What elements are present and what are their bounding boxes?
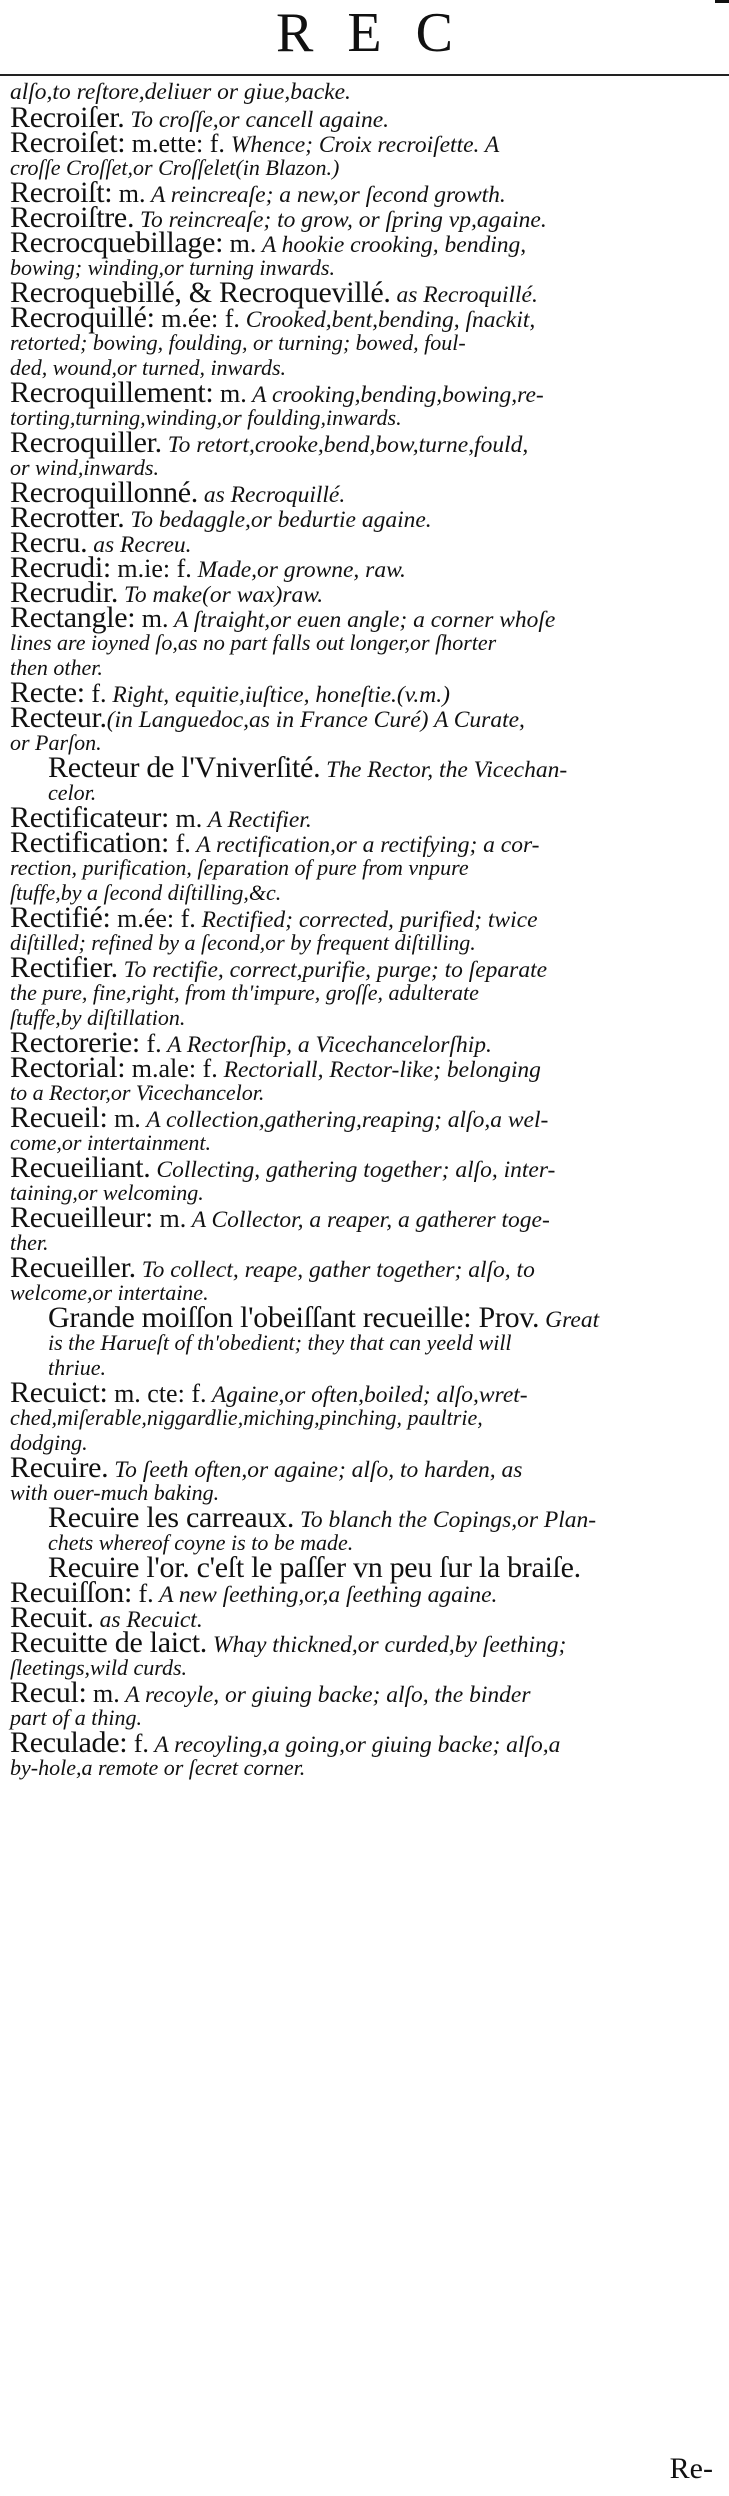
entry-first-line [10,1251,715,1284]
definition: A recoyling,a going,or giuing backe; alſo,a [148,1732,561,1758]
dictionary-entries [0,80,729,1780]
headword: Recroquebillé, & Recroquevillé. [10,276,391,309]
entry-first-line [10,1576,715,1609]
entry-first-line [10,476,715,509]
entry-first-line [10,1051,715,1084]
definition: come,or intertainment. [10,1130,212,1155]
grammar-note: m. [223,229,257,258]
header-rule [0,74,729,76]
page-title: REC [276,2,487,64]
dictionary-entry [0,1376,729,1455]
grammar-note: m.ée: f. [154,304,240,333]
definition: retorted; bowing, foulding, or turning; bowed, foul- [10,330,466,355]
entry-first-line [10,79,715,105]
definition: as Recuict. [93,1607,203,1633]
definition: welcome,or intertaine. [10,1280,209,1305]
entry-continuation-line [10,1080,715,1105]
entry-first-line [10,101,715,134]
grammar-note: f. [84,679,107,708]
entry-first-line [48,1301,715,1334]
dictionary-entry [0,501,729,534]
headword: Recueil: [10,1101,108,1134]
definition: Great [539,1307,600,1333]
grammar-note: m.ale: f. [125,1054,218,1083]
definition: (in Languedoc,as in France Curé) A Curate, [106,707,525,733]
headword: Recroquillé: [10,301,155,334]
definition: the pure, fine,right, from th'impure, groſſe, adulterate [10,980,479,1005]
dictionary-entry [0,1576,729,1609]
definition: Crooked,bent,bending, ſnackit, [239,307,536,333]
headword: Recroiſet: [10,126,126,159]
definition: ſtuffe,by a ſecond diſtilling,&c. [10,880,282,905]
definition: A Rectifier. [202,807,312,833]
definition: ther. [10,1230,49,1255]
headword: Recueiliant. [10,1151,151,1184]
entry-first-line [10,126,715,159]
headword: Recuire. [10,1451,109,1484]
entry-continuation-line [48,1330,715,1355]
grammar-note: m.ie: f. [110,554,192,583]
headword: Rectificateur: [10,801,170,834]
grammar-note: f. [169,829,191,858]
entry-first-line [10,1151,715,1184]
definition: taining,or welcoming. [10,1180,204,1205]
definition: Right, equitie,iuſtice, honeſtie.(v.m.) [106,682,450,708]
entry-continuation-line [10,1705,715,1730]
entry-continuation-line [10,1755,715,1780]
grammar-note: m. [169,804,203,833]
definition: croſſe Croſſet,or Croſſelet(in Blazon.) [10,155,340,180]
definition: A Rectorſhip, a Vicechancelorſhip. [161,1032,492,1058]
grammar-note: m. cte: f. [107,1379,207,1408]
entry-first-line [10,226,715,259]
definition: A crooking,bending,bowing,re- [246,382,544,408]
definition: A recoyle, or giuing backe; alſo, the binder [119,1682,531,1708]
definition: To ſeeth often,or againe; alſo, to harden, as [108,1457,523,1483]
definition: chets whereof coyne is to be made. [48,1530,354,1555]
grammar-note: m. [153,1204,187,1233]
entry-first-line [10,951,715,984]
definition: A reincreaſe; a new,or ſecond growth. [145,182,506,208]
definition: then other. [10,655,103,680]
definition: as Recroquillé. [197,482,346,508]
headword: Recuire les carreaux. [48,1501,295,1534]
definition: Rectoriall, Rector-like; belonging [217,1057,541,1083]
entry-continuation-line [10,855,715,880]
entry-first-line [10,1726,715,1759]
headword: Recuict: [10,1376,108,1409]
headword: Recrotter. [10,501,125,534]
grammar-note: m.ette: f. [125,129,225,158]
dictionary-entry [0,1451,729,1505]
dictionary-entry [0,601,729,680]
dictionary-entry [0,826,729,905]
headword: Recroquillonné. [10,476,198,509]
entry-continuation-line [10,655,715,680]
grammar-note: m. [213,379,247,408]
definition: Collecting, gathering together; alſo, inter- [150,1157,556,1183]
entry-continuation-line [10,155,715,180]
dictionary-entry [0,1101,729,1155]
definition: as Recroquillé. [390,282,538,308]
definition: ſleetings,wild curds. [10,1655,188,1680]
headword: Recueiller. [10,1251,136,1284]
entry-first-line [10,1451,715,1484]
entry-first-line [10,676,715,709]
grammar-note: m. [135,604,169,633]
dictionary-entry [0,676,729,709]
entry-first-line [10,426,715,459]
entry-first-line [10,526,715,559]
definition: To blanch the Copings,or Plan- [294,1507,597,1533]
headword: Recroquillement: [10,376,214,409]
definition: ſtuffe,by diſtillation. [10,1005,186,1030]
definition: To retort,crooke,bend,bow,turne,fould, [161,432,529,458]
headword: Reculade: [10,1726,128,1759]
definition: ded, wound,or turned, inwards. [10,355,287,380]
dictionary-entry [0,126,729,180]
headword: Rectorial: [10,1051,126,1084]
headword: Recteur. [10,701,107,734]
grammar-note: m.ée: f. [110,904,196,933]
definition: rection, purification, ſeparation of pure from vnpure [10,855,469,880]
entry-first-line [48,1501,715,1534]
entry-first-line [10,901,715,934]
headword: Recroiſer. [10,101,125,134]
headword: Recte: [10,676,85,709]
grammar-note: m. [86,1679,120,1708]
entry-first-line [10,1626,715,1659]
definition: is the Harueſt of th'obedient; they that can yeeld will [48,1330,512,1355]
headword: Recueilleur: [10,1201,154,1234]
headword: Recuit. [10,1601,94,1634]
definition: bowing; winding,or turning inwards. [10,255,335,280]
definition: Whay thickned,or curded,by ſeething; [207,1632,567,1658]
definition: to a Rector,or Vicechancelor. [10,1080,265,1105]
entry-first-line [48,1551,715,1584]
entry-first-line [10,701,715,734]
definition: Againe,or often,boiled; alſo,wret- [206,1382,528,1408]
catchword: Re- [669,2452,713,2485]
entry-first-line [10,1026,715,1059]
entry-first-line [10,1376,715,1409]
definition: as Recreu. [87,532,192,558]
headword: Grande moiſſon l'obeiſſant recueille: Prov. [48,1301,540,1334]
grammar-note: f. [131,1579,154,1608]
headword: Recuire l'or. c'eſt le paſſer vn peu ſur la braiſe. [48,1551,581,1584]
entry-first-line [10,301,715,334]
dictionary-entry [0,1251,729,1305]
dictionary-entry [0,901,729,955]
definition: part of a thing. [10,1705,143,1730]
dictionary-entry [0,1201,729,1255]
dictionary-entry [0,226,729,280]
entry-continuation-line [10,930,715,955]
headword: Rectangle: [10,601,136,634]
headword: Recrocquebillage: [10,226,224,259]
corner-mark [715,0,729,3]
entry-first-line [10,376,715,409]
page-header [0,0,729,72]
grammar-note: f. [127,1729,149,1758]
dictionary-entry [0,1676,729,1730]
definition: Rectified; corrected, purified; twice [195,907,538,933]
headword: Recuitte de laict. [10,1626,208,1659]
dictionary-entry [0,376,729,430]
definition: with ouer-much baking. [10,1480,220,1505]
definition: dodging. [10,1430,88,1455]
headword: Rectorerie: [10,1026,140,1059]
definition: A rectification,or a rectifying; a cor- [190,832,540,858]
entry-first-line [10,1676,715,1709]
dictionary-entry [0,1626,729,1680]
dictionary-entry [0,951,729,1030]
headword: Recroquiller. [10,426,162,459]
sub-entry [0,751,729,805]
entry-continuation-line [10,980,715,1005]
dictionary-entry [0,701,729,755]
entry-first-line [10,1201,715,1234]
entry-continuation-line [10,1405,715,1430]
sub-entry [0,1501,729,1555]
definition: A Collector, a reaper, a gatherer toge- [186,1207,550,1233]
headword: Recrudi: [10,551,111,584]
definition: by-hole,a remote or ſecret corner. [10,1755,306,1780]
definition: diſtilled; refined by a ſecond,or by frequent diſtilling. [10,930,476,955]
definition: A new ſeething,or,a ſeething againe. [153,1582,498,1608]
headword: Recroiſtre. [10,201,135,234]
entry-continuation-line [10,630,715,655]
definition: or wind,inwards. [10,455,159,480]
dictionary-entry [0,1726,729,1780]
dictionary-entry [0,1151,729,1205]
definition: A ſtraight,or euen angle; a corner whoſe [168,607,556,633]
headword: Rectifier. [10,951,118,984]
grammar-note: f. [139,1029,162,1058]
definition: To rectifie, correct,purifie, purge; to ſeparate [117,957,548,983]
definition: To bedaggle,or bedurtie againe. [124,507,432,533]
definition: To reincreaſe; to grow, or ſpring vp,againe. [134,207,547,233]
definition: thriue. [48,1355,107,1380]
definition: A hookie crooking, bending, [256,232,527,258]
headword: Recroiſt: [10,176,113,209]
entry-first-line [10,501,715,534]
headword: Recteur de l'Vniverſité. [48,751,321,784]
definition: celor. [48,780,97,805]
dictionary-entry [0,301,729,380]
definition: To croſſe,or cancell againe. [124,107,390,133]
definition: lines are ioyned ſo,as no part falls out longer,or ſhorter [10,630,497,655]
sub-entry [0,1301,729,1380]
definition: A collection,gathering,reaping; alſo,a wel- [140,1107,549,1133]
definition: Whence; Croix recroiſette. A [224,132,500,158]
grammar-note: m. [112,179,146,208]
headword: Rectification: [10,826,170,859]
dictionary-entry [0,426,729,480]
headword: Recru. [10,526,88,559]
definition: Made,or growne, raw. [191,557,406,583]
entry-first-line [10,601,715,634]
definition: To collect, reape, gather together; alſo, to [135,1257,535,1283]
grammar-note: m. [107,1104,141,1133]
definition: torting,turning,winding,or foulding,inwards. [10,405,402,430]
headword: Recuiſſon: [10,1576,132,1609]
definition: The Rector, the Vicechan- [320,757,568,783]
headword: Recul: [10,1676,87,1709]
definition: alſo,to reſtore,deliuer or giue,backe. [10,79,351,105]
dictionary-entry [0,1051,729,1105]
definition: ched,miſerable,niggardlie,miching,pinching, paultrie, [10,1405,483,1430]
entry-first-line [10,1101,715,1134]
definition: To make(or wax)raw. [118,582,324,608]
entry-first-line [10,551,715,584]
entry-first-line [10,826,715,859]
entry-continuation-line [10,330,715,355]
headword: Rectifié: [10,901,111,934]
entry-continuation-line [10,1655,715,1680]
entry-continuation-line [48,1355,715,1380]
entry-continuation-line [10,880,715,905]
headword: Recrudir. [10,576,119,609]
definition: or Parſon. [10,730,102,755]
entry-first-line [48,751,715,784]
entry-continuation-line [10,1430,715,1455]
